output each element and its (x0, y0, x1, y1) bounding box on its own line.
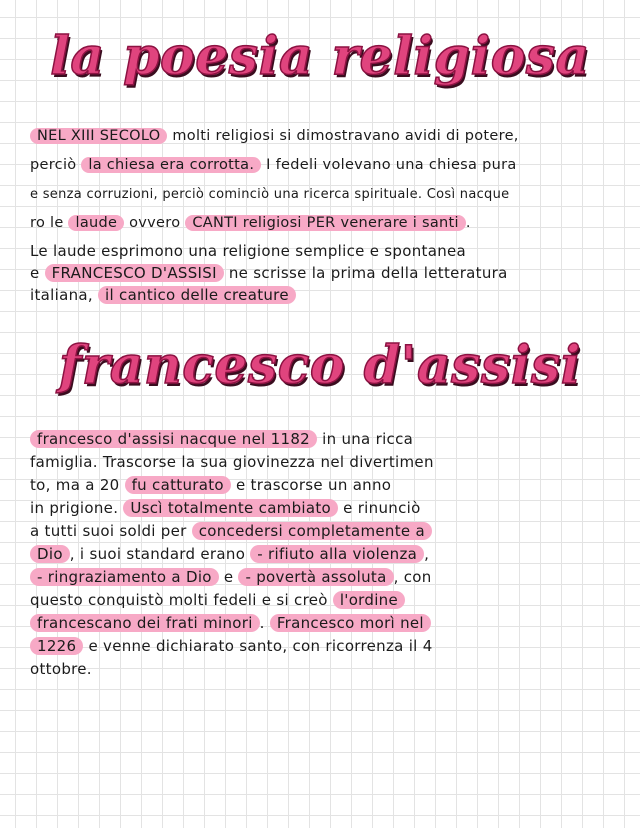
handwritten-text: e senza corruzioni, perciò cominciò una ricerca spirituale. Così nacque (30, 187, 510, 202)
highlighted-text: 1226 (30, 637, 83, 655)
highlighted-text: la chiesa era corrotta. (81, 157, 261, 173)
p3-line (30, 658, 616, 681)
handwritten-text: in prigione. (30, 499, 124, 517)
handwritten-text: I fedeli volevano una chiesa pura (261, 157, 517, 173)
handwritten-text: famiglia. Trascorse la sua giovinezza nel divertimen (30, 453, 434, 471)
handwritten-text: ovvero (124, 215, 186, 231)
handwritten-text: . (259, 614, 270, 632)
p3-line (30, 474, 616, 497)
handwritten-text: molti religiosi si dimostravano avidi di potere, (167, 128, 519, 144)
handwritten-text: Le laude esprimono una religione semplice e spontanea (30, 242, 467, 260)
p2-line (30, 240, 616, 262)
p2-line (30, 262, 616, 284)
title-la-poesia-religiosa: la poesia religiosa (50, 26, 590, 87)
p1-line (30, 122, 616, 151)
handwritten-text: ne scrisse la prima della letteratura (223, 264, 508, 282)
highlighted-text: francesco d'assisi nacque nel 1182 (30, 430, 317, 448)
highlighted-text: - povertà assoluta (238, 568, 393, 586)
p3-line (30, 520, 616, 543)
handwritten-text: , (424, 545, 430, 563)
p3-line (30, 428, 616, 451)
handwritten-text: e (30, 264, 45, 282)
highlighted-text: Dio (30, 545, 70, 563)
handwritten-text: e rinunciò (338, 499, 421, 517)
handwritten-text: to, ma a 20 (30, 476, 125, 494)
highlighted-text: CANTI religiosi PER venerare i santi (185, 215, 466, 231)
p1-line (30, 151, 616, 180)
highlighted-text: il cantico delle creature (98, 286, 296, 304)
paragraph-biografia-francesco (30, 428, 616, 681)
handwritten-text: italiana, (30, 286, 99, 304)
highlighted-text: - rifiuto alla violenza (250, 545, 424, 563)
handwritten-text: e venne dichiarato santo, con ricorrenza il 4 (83, 637, 433, 655)
p2-line (30, 284, 616, 306)
highlighted-text: francescano dei frati minori (30, 614, 260, 632)
highlighted-text: FRANCESCO D'ASSISI (45, 264, 224, 282)
handwritten-text: a tutti suoi soldi per (30, 522, 192, 540)
highlighted-text: Francesco morì nel (270, 614, 431, 632)
handwritten-text: ottobre. (30, 660, 92, 678)
p3-line (30, 543, 616, 566)
handwritten-text: e (218, 568, 239, 586)
handwritten-text: perciò (30, 157, 82, 173)
p3-line (30, 566, 616, 589)
handwritten-text: in una ricca (317, 430, 414, 448)
highlighted-text: NEL XIII SECOLO (30, 128, 167, 144)
p1-line (30, 209, 616, 238)
p3-line (30, 635, 616, 658)
highlighted-text: - ringraziamento a Dio (30, 568, 219, 586)
handwritten-text: . (465, 215, 471, 231)
highlighted-text: fu catturato (125, 476, 231, 494)
p3-line (30, 451, 616, 474)
handwritten-text: , con (393, 568, 432, 586)
highlighted-text: laude (68, 215, 124, 231)
highlighted-text: l'ordine (333, 591, 405, 609)
paragraph-nel-xiii-secolo (30, 122, 616, 238)
handwritten-text: questo conquistò molti fedeli e si creò (30, 591, 333, 609)
handwritten-text: e trascorse un anno (230, 476, 392, 494)
p3-line (30, 612, 616, 635)
p3-line (30, 589, 616, 612)
highlighted-text: Uscì totalmente cambiato (123, 499, 338, 517)
highlighted-text: concedersi completamente a (192, 522, 432, 540)
paragraph-le-laude (30, 240, 616, 306)
handwritten-text: , i suoi standard erano (69, 545, 251, 563)
handwritten-text: ro le (30, 215, 69, 231)
p1-line (30, 180, 616, 209)
title-francesco-d-assisi: francesco d'assisi (58, 335, 582, 396)
p3-line (30, 497, 616, 520)
